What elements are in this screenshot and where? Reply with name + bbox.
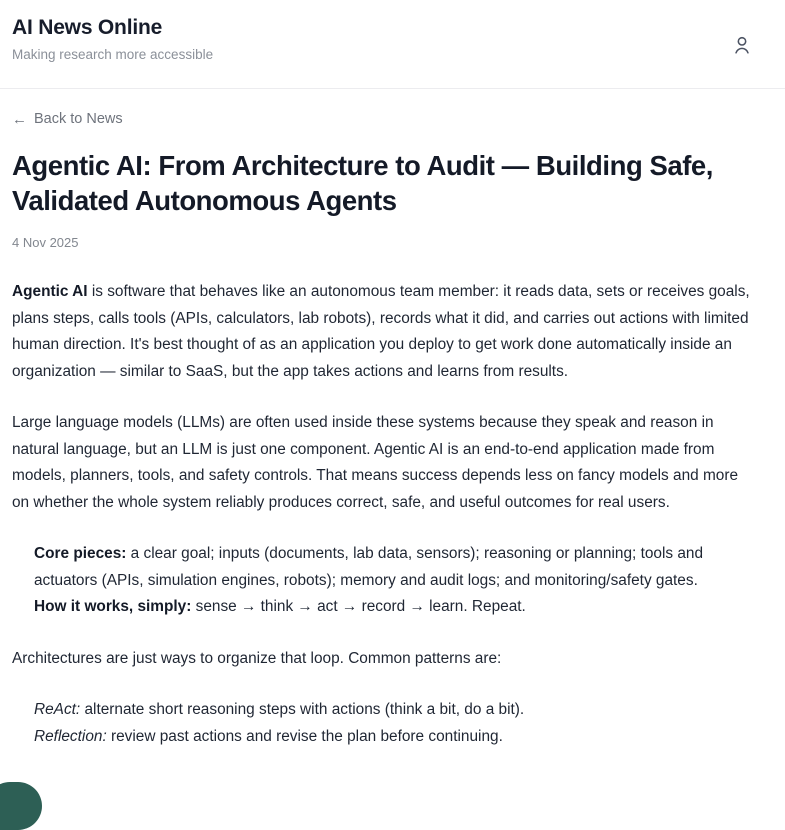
core-pieces-line (34, 541, 757, 594)
core-pieces-block (34, 541, 757, 620)
pattern-list (34, 697, 757, 750)
pattern-description: review past actions and revise the plan before continuing. (106, 727, 503, 745)
pattern-name: ReAct: (34, 701, 81, 719)
article-date: 4 Nov 2025 (12, 235, 79, 251)
article-paragraph (12, 410, 757, 516)
chat-assistant-bubble[interactable] (0, 782, 42, 830)
how-it-works-label: How it works, simply: (34, 598, 192, 616)
how-it-works-text: sense → think → act → record → learn. Repeat. (191, 598, 526, 616)
back-to-news-label: Back to News (34, 111, 123, 128)
pattern-name: Reflection: (34, 727, 107, 745)
arrow-left-icon: ← (12, 111, 27, 128)
paragraph-lead-bold: Agentic AI (12, 283, 88, 301)
site-brand-title: AI News Online (12, 16, 163, 39)
back-to-news-link[interactable] (12, 112, 123, 127)
pattern-item (34, 697, 757, 723)
pattern-description: alternate short reasoning steps with actions (think a bit, do a bit). (80, 701, 525, 719)
user-avatar-icon (731, 34, 753, 56)
account-button[interactable] (727, 30, 757, 60)
article-title: Agentic AI: From Architecture to Audit — Building Safe, Validated Autonomous Agents (12, 150, 713, 216)
paragraph-text: is software that behaves like an autonomous team member: it reads data, sets or receives goals, plans steps, calls tools (APIs, calculators, lab robots), records what it did, and carries out actions with limited human direction. It's best thought of as an application you deploy to get work done automatically inside an organization — similar to SaaS, but the app takes actions and learns from results. (12, 283, 750, 380)
pattern-item (34, 724, 757, 750)
how-it-works-line (34, 594, 757, 620)
brand-block (12, 16, 763, 63)
site-tagline: Making research more accessible (12, 47, 214, 63)
article-paragraph (12, 279, 757, 385)
paragraph-text: Large language models (LLMs) are often used inside these systems because they speak and reason in natural language, but an LLM is just one component. Agentic AI is an end-to-end application made from models, planners, tools, and safety controls. That means success depends less on fancy models and more on whether the whole system reliably produces correct, safe, and useful outcomes for real users. (12, 414, 739, 511)
article-container (0, 89, 785, 750)
core-pieces-label: Core pieces: (34, 545, 127, 563)
core-pieces-text: a clear goal; inputs (documents, lab data, sensors); reasoning or planning; tools and actuators (APIs, simulation engines, robots); memory and audit logs; and monitoring/safety gates. (34, 545, 704, 589)
site-header (0, 0, 785, 89)
architectures-intro-paragraph: Architectures are just ways to organize that loop. Common patterns are: (12, 649, 502, 667)
